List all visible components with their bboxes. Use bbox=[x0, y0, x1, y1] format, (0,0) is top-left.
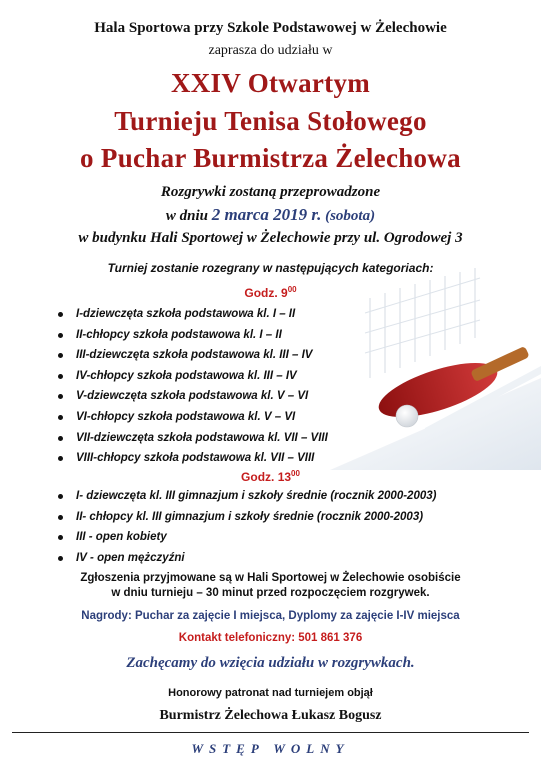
divider bbox=[12, 732, 529, 733]
bullet-icon bbox=[58, 515, 63, 520]
list-item bbox=[56, 345, 328, 366]
category-label: II-chłopcy szkoła podstawowa kl. I – II bbox=[76, 328, 282, 341]
category-label: IV-chłopcy szkoła podstawowa kl. III – IV bbox=[76, 369, 297, 382]
list-item bbox=[56, 527, 436, 548]
bullet-icon bbox=[58, 394, 63, 399]
category-label: VII-dziewczęta szkoła podstawowa kl. VII – VIII bbox=[76, 431, 328, 444]
free-entry: WSTĘP WOLNY bbox=[191, 741, 350, 756]
bullet-icon bbox=[58, 494, 63, 499]
list-item bbox=[56, 448, 328, 469]
session-2-time-label: Godz. 13 bbox=[241, 470, 292, 484]
session-1-time-sup: 00 bbox=[287, 285, 297, 294]
registration-line-2: w dniu turnieju – 30 minut przed rozpoczęciem rozgrywek. bbox=[111, 587, 430, 599]
bullet-icon bbox=[58, 535, 63, 540]
list-item bbox=[56, 304, 328, 325]
category-label: IV - open mężczyźni bbox=[76, 551, 185, 564]
session-2-categories bbox=[56, 486, 436, 568]
category-label: VI-chłopcy szkoła podstawowa kl. V – VI bbox=[76, 410, 296, 423]
details-line-2 bbox=[0, 205, 541, 225]
bullet-icon bbox=[58, 312, 63, 317]
bullet-icon bbox=[58, 556, 63, 561]
registration-line-1: Zgłoszenia przyjmowane są w Hali Sportowej w Żelechowie osobiście bbox=[80, 572, 461, 584]
category-label: III - open kobiety bbox=[76, 531, 167, 544]
session-1-time-label: Godz. 9 bbox=[244, 286, 288, 300]
invite-text: zaprasza do udziału w bbox=[208, 43, 333, 58]
list-item bbox=[56, 366, 328, 387]
category-label: V-dziewczęta szkoła podstawowa kl. V – VI bbox=[76, 390, 309, 403]
category-label: VIII-chłopcy szkoła podstawowa kl. VII – VIII bbox=[76, 452, 315, 465]
contact-phone: Kontakt telefoniczny: 501 861 376 bbox=[178, 632, 363, 644]
encourage-text: Zachęcamy do wzięcia udziału w rozgrywkach. bbox=[126, 655, 415, 671]
bullet-icon bbox=[58, 436, 63, 441]
session-2-time-sup: 00 bbox=[291, 469, 300, 478]
title-line-2: Turnieju Tenisa Stołowego bbox=[114, 106, 427, 136]
bullet-icon bbox=[58, 353, 63, 358]
category-label: II- chłopcy kl. III gimnazjum i szkoły średnie (rocznik 2000-2003) bbox=[76, 510, 424, 523]
session-2-time bbox=[0, 469, 541, 484]
list-item bbox=[56, 486, 436, 507]
list-item bbox=[56, 386, 328, 407]
list-item bbox=[56, 507, 436, 528]
bullet-icon bbox=[58, 374, 63, 379]
bullet-icon bbox=[58, 415, 63, 420]
title-line-3: o Puchar Burmistrza Żelechowa bbox=[80, 143, 461, 173]
event-date: 2 marca 2019 r. bbox=[211, 205, 322, 224]
list-item bbox=[56, 407, 328, 428]
session-1-time bbox=[0, 285, 541, 300]
prizes-text: Nagrody: Puchar za zajęcie I miejsca, Dyplomy za zajęcie I-IV miejsca bbox=[81, 610, 460, 622]
organizer-name: Hala Sportowa przy Szkole Podstawowej w Żelechowie bbox=[94, 20, 447, 36]
category-label: III-dziewczęta szkoła podstawowa kl. III – IV bbox=[76, 349, 313, 362]
category-label: I- dziewczęta kl. III gimnazjum i szkoły średnie (rocznik 2000-2003) bbox=[76, 490, 437, 502]
bullet-icon bbox=[58, 456, 63, 461]
list-item bbox=[56, 428, 328, 449]
category-label: I-dziewczęta szkoła podstawowa kl. I – II bbox=[76, 308, 296, 320]
event-day: (sobota) bbox=[321, 208, 376, 224]
date-prefix: w dniu bbox=[165, 208, 212, 224]
list-item bbox=[56, 548, 436, 569]
details-line-3: w budynku Hali Sportowej w Żelechowie przy ul. Ogrodowej 3 bbox=[78, 230, 463, 246]
bullet-icon bbox=[58, 333, 63, 338]
session-1-categories bbox=[56, 304, 328, 469]
list-item bbox=[56, 325, 328, 346]
patron-name: Burmistrz Żelechowa Łukasz Bogusz bbox=[159, 708, 382, 723]
patronage-text: Honorowy patronat nad turniejem objął bbox=[168, 687, 373, 699]
details-line-1: Rozgrywki zostaną przeprowadzone bbox=[160, 184, 381, 200]
categories-intro: Turniej zostanie rozegrany w następujących kategoriach: bbox=[107, 261, 434, 275]
title-line-1: XXIV Otwartym bbox=[170, 68, 371, 98]
